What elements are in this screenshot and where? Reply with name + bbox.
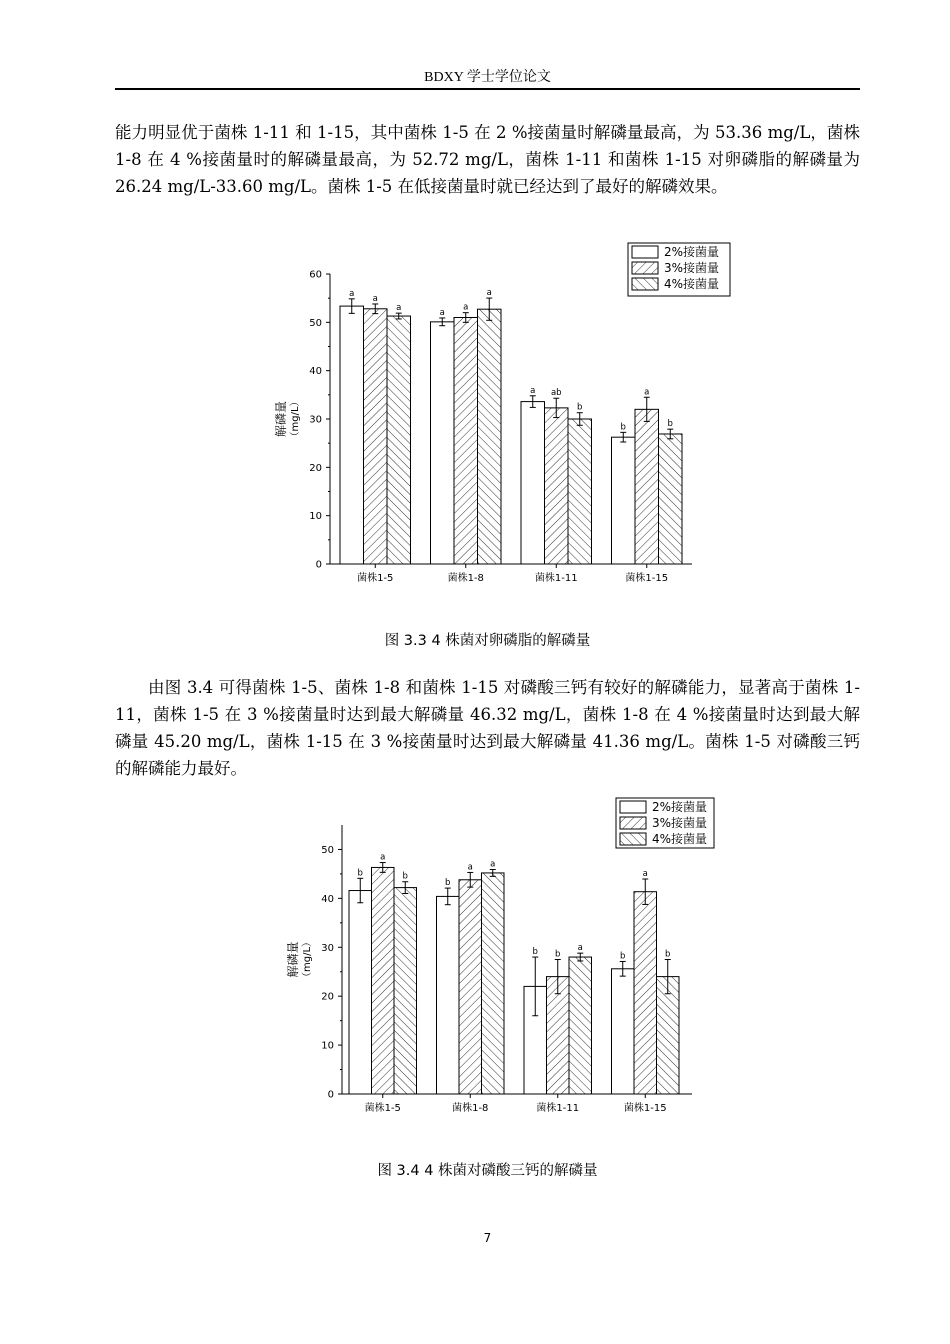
legend-swatch <box>620 801 646 813</box>
significance-letter: b <box>445 878 451 889</box>
significance-letter: a <box>463 302 469 313</box>
significance-letter: b <box>357 868 363 879</box>
bar <box>521 402 545 564</box>
significance-letter: b <box>577 402 583 413</box>
figure-3-3-bar-chart <box>0 236 950 584</box>
significance-letter: a <box>490 859 496 870</box>
x-tick-label: 菌株1-8 <box>452 1103 489 1114</box>
significance-letter: a <box>644 387 650 398</box>
y-axis-unit: （mg/L） <box>302 936 313 983</box>
y-tick-label: 50 <box>321 844 334 856</box>
bar <box>340 306 364 564</box>
legend-swatch <box>632 246 658 258</box>
y-tick-label: 0 <box>327 1089 334 1101</box>
x-tick-label: 菌株1-11 <box>534 573 578 584</box>
legend-swatch <box>632 262 658 274</box>
figure-3-4-bar-chart <box>0 790 950 1120</box>
x-tick-label: 菌株1-11 <box>536 1103 580 1114</box>
bar <box>568 419 592 564</box>
bar <box>635 409 659 564</box>
paragraph-1: 能力明显优于菌株 1-11 和 1-15，其中菌株 1-5 在 2 %接菌量时解磷量最高，为 53.36 mg/L，菌株 1-8 在 4 %接菌量时的解磷量最高，为 52.72 mg/L，菌株 1-11 和菌株 1-15 对卵磷脂的解磷量为 26.24 mg/L-33.60 mg/L。菌株 1-5 在低接菌量时就已经达到了最好的解磷效果。 <box>115 123 860 196</box>
figure-3-3-caption: 图 3.3 4 株菌对卵磷脂的解磷量 <box>384 633 591 649</box>
significance-letter: a <box>486 288 492 299</box>
legend-swatch <box>620 817 646 829</box>
bar <box>612 437 636 564</box>
figure-3-4-caption: 图 3.4 4 株菌对磷酸三钙的解磷量 <box>377 1163 598 1179</box>
significance-letter: a <box>642 868 648 879</box>
x-tick-label: 菌株1-5 <box>364 1103 401 1114</box>
y-tick-label: 30 <box>321 942 334 954</box>
running-header: BDXY 学士学位论文 <box>424 70 551 85</box>
legend-label: 2%接菌量 <box>664 245 720 259</box>
y-tick-label: 40 <box>309 366 322 378</box>
significance-letter: a <box>530 385 536 396</box>
paragraph-2: 由图 3.4 可得菌株 1-5、菌株 1-8 和菌株 1-15 对磷酸三钙有较好的解磷能力，显著高于菌株 1-11，菌株 1-5 在 3 %接菌量时达到最大解磷量 46.32 mg/L，菌株 1-8 在 4 %接菌量时达到最大解磷量 45.20 mg/L，菌株 1-15 在 3 %接菌量时达到最大解磷量 41.36 mg/L。菌株 1-5 对磷酸三钙的解磷能力最好。 <box>115 678 860 778</box>
legend-label: 2%接菌量 <box>652 800 708 814</box>
significance-letter: a <box>467 862 473 873</box>
page-number: 7 <box>483 1231 492 1245</box>
x-tick-label: 菌株1-15 <box>625 573 669 584</box>
y-tick-label: 10 <box>321 1040 334 1052</box>
bar <box>387 316 411 564</box>
y-tick-label: 0 <box>315 559 322 571</box>
significance-letter: a <box>577 943 583 954</box>
significance-letter: b <box>620 951 626 962</box>
bar <box>437 896 460 1094</box>
significance-letter: a <box>439 307 445 318</box>
bar <box>454 318 478 565</box>
significance-letter: ab <box>550 388 562 399</box>
legend-swatch <box>620 833 646 845</box>
bar <box>349 891 372 1094</box>
y-axis-unit: （mg/L） <box>290 396 301 442</box>
significance-letter: a <box>396 303 402 314</box>
significance-letter: b <box>667 419 673 430</box>
significance-letter: a <box>349 288 355 299</box>
bar <box>634 892 657 1094</box>
bar <box>394 888 417 1094</box>
x-tick-label: 菌株1-8 <box>447 573 484 584</box>
y-axis-label: 解磷量 <box>274 400 288 438</box>
bar <box>659 434 683 564</box>
legend-label: 4%接菌量 <box>664 277 720 291</box>
y-tick-label: 20 <box>321 991 334 1003</box>
legend-label: 4%接菌量 <box>652 832 708 846</box>
y-tick-label: 40 <box>321 893 334 905</box>
bar <box>545 408 569 564</box>
significance-letter: b <box>532 947 538 958</box>
bar <box>459 880 482 1094</box>
bar <box>364 309 388 564</box>
legend-label: 3%接菌量 <box>664 261 720 275</box>
significance-letter: b <box>620 422 626 433</box>
y-tick-label: 60 <box>309 269 322 281</box>
significance-letter: b <box>555 949 561 960</box>
bar <box>612 969 635 1094</box>
y-tick-label: 20 <box>309 462 322 474</box>
y-tick-label: 50 <box>309 317 322 329</box>
x-tick-label: 菌株1-5 <box>357 573 394 584</box>
legend-swatch <box>632 278 658 290</box>
bar <box>431 322 455 564</box>
bar <box>569 957 592 1094</box>
significance-letter: b <box>665 949 671 960</box>
bar <box>478 309 502 564</box>
significance-letter: b <box>402 871 408 882</box>
header-rule <box>115 88 860 90</box>
significance-letter: a <box>372 293 378 304</box>
x-tick-label: 菌株1-15 <box>623 1103 667 1114</box>
y-axis-label: 解磷量 <box>286 941 300 978</box>
bar <box>372 867 395 1094</box>
y-tick-label: 10 <box>309 511 322 523</box>
significance-letter: a <box>380 852 386 863</box>
y-tick-label: 30 <box>309 414 322 426</box>
bar <box>482 873 505 1094</box>
legend-label: 3%接菌量 <box>652 816 708 830</box>
